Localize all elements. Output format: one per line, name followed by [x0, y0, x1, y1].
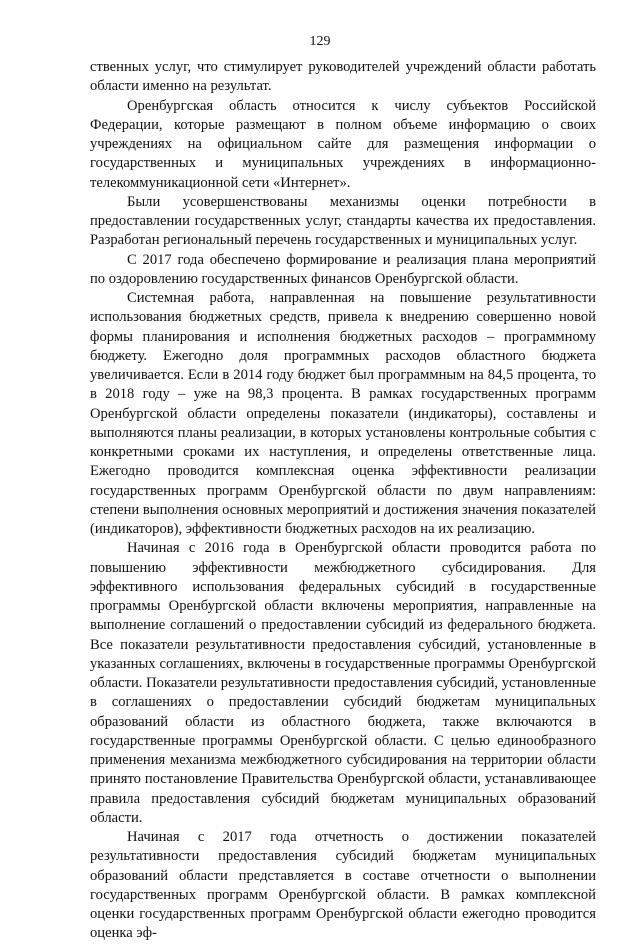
paragraph-service-standards: Были усовершенствованы механизмы оценки потребности в предоставлении государственных услуг, стандарты качества их предоставления. Разработан региональный перечень государственных и муниципальных услуг. — [90, 193, 596, 249]
paragraph-website-info: Оренбургская область относится к числу субъектов Российской Федерации, которые размещают в полном объеме информацию о своих учреждениях на официальном сайте для размещения информации о государственных и муниципальных учреждениях в информационно-телекоммуникационной сети «Интернет». — [90, 97, 596, 191]
paragraph-subsidy-reporting: Начиная с 2017 года отчетность о достижении показателей результативности предоставления субсидий бюджетам муниципальных образований области представляется в составе отчетности о выполнении государственных программ Оренбургской области. В рамках комплексной оценки государственных программ Оренбургской области ежегодно проводится оценка эф- — [90, 829, 596, 942]
paragraph-program-budget: Системная работа, направленная на повышение результативности использования бюджетных средств, привела к внедрению совершенно новой формы планирования и исполнения бюджетных расходов – программному бюджету. Ежегодно доля программных расходов областного бюджета увеличивается. Если в 2014 году бюджет был программным на 84,5 процента, то в 2018 году – уже на 98,3 процента. В рамках государственных программ Оренбургской области определены показатели (индикаторы), составлены и выполняются планы реализации, в которых установлены контрольные события с конкретными сроками их наступления, и определены ответственные лица. Ежегодно проводится комплексная оценка эффективности реализации государственных программ Оренбургской области по двум направлениям: степени выполнения основных мероприятий и достижения значения показателей (индикаторов), эффективности бюджетных расходов на их реализацию. — [90, 290, 596, 537]
paragraph-continuation: ственных услуг, что стимулирует руководителей учреждений области работать области именно на результат. — [90, 59, 596, 95]
paragraph-finance-plan: С 2017 года обеспечено формирование и реализация плана мероприятий по оздоровлению государственных финансов Оренбургской области. — [90, 251, 596, 287]
page-number: 129 — [309, 34, 331, 49]
paragraph-interbudget-subsidies: Начиная с 2016 года в Оренбургской области проводится работа по повышению эффективности межбюджетного субсидирования. Для эффективного использования федеральных субсидий в государственные программы Оренбургской области включены мероприятия, направленные на выполнение соглашений о предоставлении субсидий из федерального бюджета. Все показатели результативности предоставления субсидий, установленные в указанных соглашениях, включены в государственные программы Оренбургской области. Показатели результативности предоставления субсидий, установленные в соглашениях о предоставлении субсидий бюджетам муниципальных образований области из областного бюджета, также включаются в государственные программы Оренбургской области. С целью единообразного применения механизма межбюджетного субсидирования на территории области принято постановление Правительства Оренбургской области, устанавливающее правила предоставления субсидий бюджетам муниципальных образований области. — [90, 540, 596, 826]
document-body — [90, 58, 596, 944]
